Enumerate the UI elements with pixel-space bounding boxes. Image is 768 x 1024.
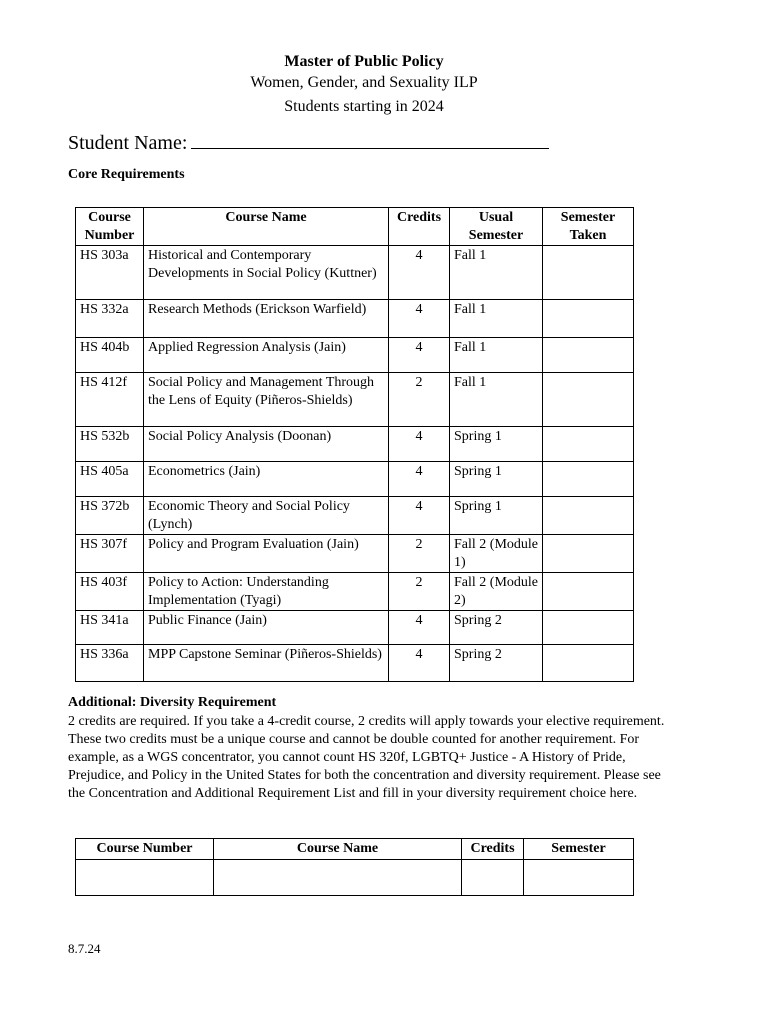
course-name-cell: MPP Capstone Seminar (Piñeros-Shields) [144, 645, 389, 682]
diversity-entry-row [76, 859, 634, 895]
credits-cell: 4 [389, 497, 450, 535]
footer-date: 8.7.24 [68, 941, 101, 956]
diversity-table [75, 838, 634, 896]
div-col-course-name: Course Name [214, 839, 462, 860]
title-block [0, 52, 728, 119]
div-col-semester: Semester [524, 839, 634, 860]
semester-taken-cell[interactable] [543, 573, 634, 611]
table-row [76, 573, 634, 611]
course-name-cell: Econometrics (Jain) [144, 462, 389, 497]
col-credits: Credits [389, 208, 450, 246]
semester-taken-cell[interactable] [543, 535, 634, 573]
student-name-row [68, 130, 549, 156]
credits-cell: 2 [389, 535, 450, 573]
semester-taken-cell[interactable] [543, 246, 634, 300]
credits-cell: 4 [389, 462, 450, 497]
credits-cell: 4 [389, 427, 450, 462]
diversity-heading: Additional: Diversity Requirement [68, 695, 277, 710]
usual-semester-cell: Spring 2 [450, 611, 543, 645]
student-name-field[interactable] [191, 130, 549, 149]
student-name-label: Student Name: [68, 132, 188, 154]
table-row [76, 246, 634, 300]
course-name-cell: Applied Regression Analysis (Jain) [144, 338, 389, 373]
diversity-description: 2 credits are required. If you take a 4-credit course, 2 credits will apply towards your elective requirement. These two credits must be a unique course and cannot be double counted for another requirement. For example, as a WGS concentrator, you cannot count HS 320f, LGBTQ+ Justice - A History of Pride, Prejudice, and Policy in the United States for both the concentration and diversity requirement. Please see the Concentration and Additional Requirement List and fill in your diversity requirement choice here. [68, 714, 665, 801]
course-name-cell: Policy to Action: Understanding Implementation (Tyagi) [144, 573, 389, 611]
usual-semester-cell: Fall 1 [450, 246, 543, 300]
diversity-table-header [76, 839, 634, 860]
document-cohort: Students starting in 2024 [284, 98, 444, 115]
course-number-cell: HS 403f [76, 573, 144, 611]
usual-semester-cell: Spring 1 [450, 497, 543, 535]
course-number-cell: HS 405a [76, 462, 144, 497]
document-subtitle: Women, Gender, and Sexuality ILP [250, 74, 478, 91]
div-col-course-number: Course Number [76, 839, 214, 860]
course-name-cell: Policy and Program Evaluation (Jain) [144, 535, 389, 573]
core-requirements-heading: Core Requirements [68, 167, 185, 182]
course-name-cell: Social Policy Analysis (Doonan) [144, 427, 389, 462]
table-row [76, 611, 634, 645]
semester-taken-cell[interactable] [543, 611, 634, 645]
course-name-cell: Social Policy and Management Through the Lens of Equity (Piñeros-Shields) [144, 373, 389, 427]
course-number-cell: HS 341a [76, 611, 144, 645]
semester-taken-cell[interactable] [543, 300, 634, 338]
col-course-name: Course Name [144, 208, 389, 246]
course-number-cell: HS 332a [76, 300, 144, 338]
table-row [76, 427, 634, 462]
semester-taken-cell[interactable] [543, 645, 634, 682]
semester-taken-cell[interactable] [543, 497, 634, 535]
course-name-cell: Research Methods (Erickson Warfield) [144, 300, 389, 338]
table-row [76, 338, 634, 373]
credits-cell: 4 [389, 246, 450, 300]
core-requirements-table [75, 207, 634, 682]
core-table-header [76, 208, 634, 246]
semester-taken-cell[interactable] [543, 462, 634, 497]
col-usual-semester: Usual Semester [450, 208, 543, 246]
usual-semester-cell: Spring 1 [450, 427, 543, 462]
usual-semester-cell: Spring 1 [450, 462, 543, 497]
div-entry-credits[interactable] [462, 859, 524, 895]
col-course-number: Course Number [76, 208, 144, 246]
div-entry-course-name[interactable] [214, 859, 462, 895]
table-row [76, 462, 634, 497]
usual-semester-cell: Fall 1 [450, 300, 543, 338]
div-col-credits: Credits [462, 839, 524, 860]
col-semester-taken: Semester Taken [543, 208, 634, 246]
table-row [76, 645, 634, 682]
credits-cell: 4 [389, 338, 450, 373]
table-row [76, 373, 634, 427]
course-number-cell: HS 303a [76, 246, 144, 300]
div-entry-course-number[interactable] [76, 859, 214, 895]
table-row [76, 300, 634, 338]
semester-taken-cell[interactable] [543, 338, 634, 373]
course-number-cell: HS 336a [76, 645, 144, 682]
usual-semester-cell: Fall 2 (Module 2) [450, 573, 543, 611]
course-number-cell: HS 412f [76, 373, 144, 427]
course-number-cell: HS 404b [76, 338, 144, 373]
semester-taken-cell[interactable] [543, 373, 634, 427]
course-name-cell: Public Finance (Jain) [144, 611, 389, 645]
course-name-cell: Historical and Contemporary Developments in Social Policy (Kuttner) [144, 246, 389, 300]
table-row [76, 497, 634, 535]
course-name-cell: Economic Theory and Social Policy (Lynch) [144, 497, 389, 535]
semester-taken-cell[interactable] [543, 427, 634, 462]
table-row [76, 535, 634, 573]
credits-cell: 2 [389, 373, 450, 427]
course-number-cell: HS 307f [76, 535, 144, 573]
course-number-cell: HS 372b [76, 497, 144, 535]
usual-semester-cell: Fall 2 (Module 1) [450, 535, 543, 573]
credits-cell: 2 [389, 573, 450, 611]
usual-semester-cell: Fall 1 [450, 338, 543, 373]
usual-semester-cell: Fall 1 [450, 373, 543, 427]
course-number-cell: HS 532b [76, 427, 144, 462]
usual-semester-cell: Spring 2 [450, 645, 543, 682]
div-entry-semester[interactable] [524, 859, 634, 895]
credits-cell: 4 [389, 645, 450, 682]
document-title: Master of Public Policy [284, 53, 444, 70]
credits-cell: 4 [389, 300, 450, 338]
credits-cell: 4 [389, 611, 450, 645]
